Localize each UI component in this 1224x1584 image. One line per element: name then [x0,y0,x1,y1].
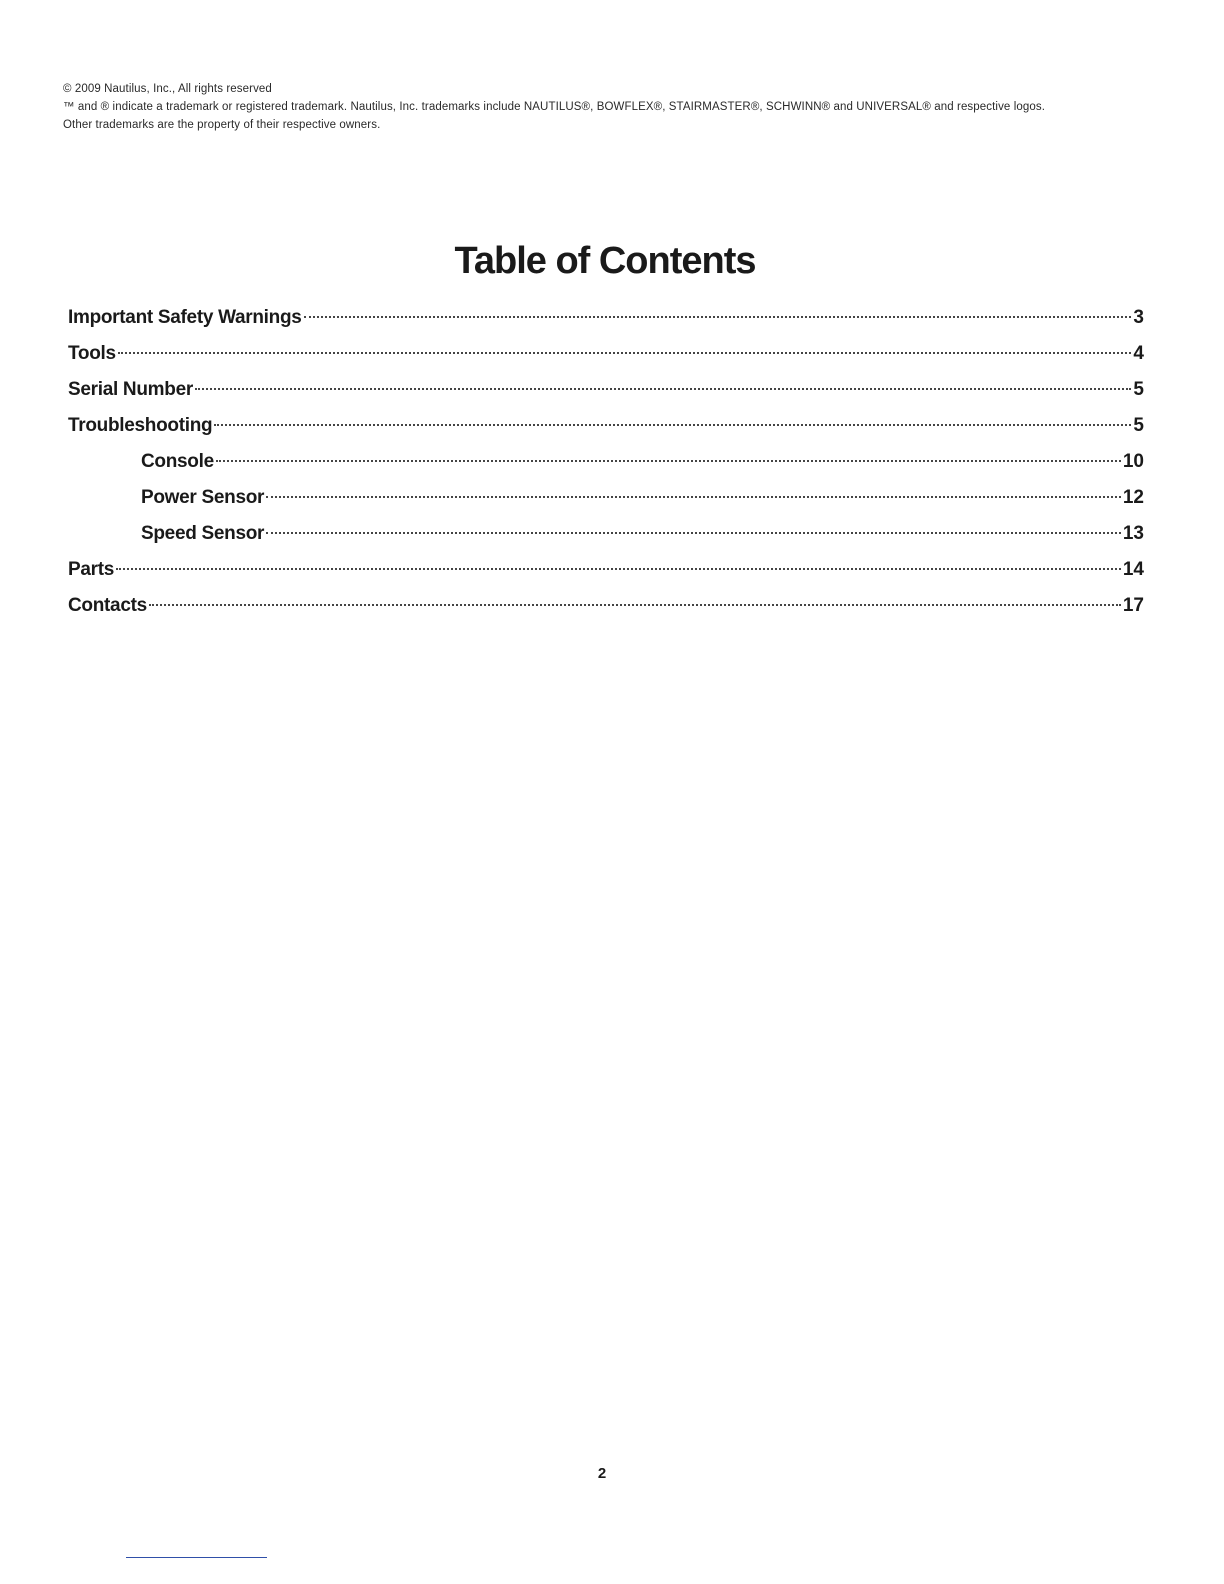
page-number: 2 [597,1465,607,1482]
toc-entry-page: 4 [1133,343,1144,364]
toc-entry-page: 10 [1122,451,1144,472]
legal-notice [63,80,1163,134]
toc-entry-page: 17 [1122,595,1144,616]
toc-entry-label: Serial Number [68,379,193,400]
toc-entry-label: Parts [68,559,115,580]
toc-entry-label: Speed Sensor [141,523,265,544]
trademark-line: ™ and ® indicate a trademark or registered trademark. Nautilus, Inc. trademarks include NAUTILUS®, BOWFLEX®, STAIRMASTER®, SCHWINN® and UNIVERSAL® and respective logos. [63,101,1046,113]
toc-entry-page: 13 [1122,523,1144,544]
toc-entry-label: Important Safety Warnings [68,307,302,328]
other-trademarks-line: Other trademarks are the property of their respective owners. [63,119,381,131]
footer-rule [126,1557,267,1558]
table-of-contents [68,300,1144,624]
toc-entry-page: 5 [1133,379,1144,400]
dot-leader [304,316,1132,318]
toc-entry-speed-sensor[interactable] [68,516,1144,552]
toc-entry-page: 3 [1133,307,1144,328]
copyright-line: © 2009 Nautilus, Inc., All rights reserved [63,83,272,95]
toc-entry-parts[interactable] [68,552,1144,588]
dot-leader [266,532,1121,534]
toc-entry-tools[interactable] [68,336,1144,372]
toc-entry-contacts[interactable] [68,588,1144,624]
toc-entry-label: Tools [68,343,116,364]
toc-entry-important-safety-warnings[interactable] [68,300,1144,336]
toc-entry-page: 5 [1133,415,1144,436]
dot-leader [214,424,1131,426]
toc-entry-label: Troubleshooting [68,415,213,436]
dot-leader [149,604,1121,606]
toc-entry-label: Console [141,451,214,472]
toc-entry-label: Power Sensor [141,487,265,508]
toc-entry-page: 12 [1122,487,1144,508]
dot-leader [195,388,1131,390]
dot-leader [216,460,1121,462]
toc-entry-serial-number[interactable] [68,372,1144,408]
dot-leader [116,568,1121,570]
toc-entry-power-sensor[interactable] [68,480,1144,516]
toc-title: Table of Contents [454,240,756,282]
dot-leader [118,352,1132,354]
toc-entry-page: 14 [1122,559,1144,580]
toc-entry-label: Contacts [68,595,147,616]
toc-entry-console[interactable] [68,444,1144,480]
toc-entry-troubleshooting[interactable] [68,408,1144,444]
dot-leader [266,496,1121,498]
